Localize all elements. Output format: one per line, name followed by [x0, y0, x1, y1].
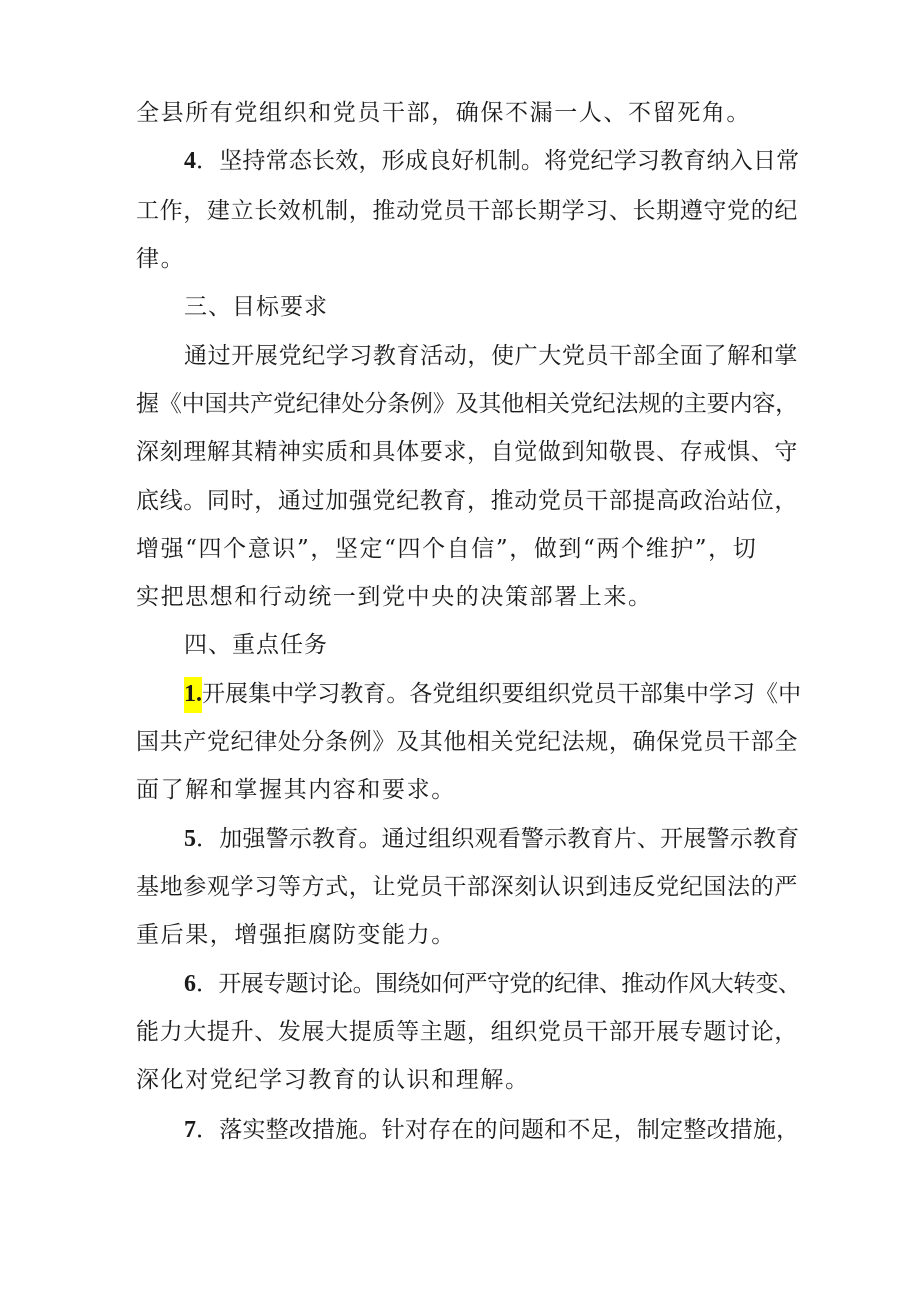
section-heading-4 [184, 630, 844, 660]
text-span: 基地参观学习等方式，让党员干部深刻认识到违反党纪国法的严 [136, 874, 798, 900]
item-number: 6 [184, 971, 196, 997]
text-span: 增强“四个意识”，坚定“四个自信”，做到“两个维护”，切 [136, 536, 758, 562]
item-4-first-line [184, 146, 844, 176]
heading-text: 三、目标要求 [184, 294, 328, 320]
text-line [136, 727, 796, 757]
text-line [136, 437, 796, 467]
text-line [136, 98, 796, 128]
text-line [136, 534, 796, 564]
item-5-first-line [184, 824, 844, 854]
text-line [136, 582, 796, 612]
text-span: 实把思想和行动统一到党中央的决策部署上来。 [136, 584, 653, 610]
highlighted-item-number: 1. [184, 677, 202, 713]
text-span: 能力大提升、发展大提质等主题，组织党员干部开展专题讨论， [136, 1019, 798, 1045]
text-span: 握《中国共产党纪律处分条例》及其他相关党纪法规的主要内容， [136, 391, 798, 417]
section-heading-3 [184, 292, 844, 322]
text-line [136, 486, 796, 516]
text-span: 开展集中学习教育。各党组织要组织党员干部集中学习《中 [202, 681, 802, 707]
text-span: ．落实整改措施。针对存在的问题和不足，制定整改措施， [196, 1117, 800, 1143]
text-span: 国共产党纪律处分条例》及其他相关党纪法规，确保党员干部全 [136, 729, 798, 755]
text-line [136, 775, 796, 805]
heading-text: 四、重点任务 [184, 632, 328, 658]
text-span: 工作，建立长效机制，推动党员干部长期学习、长期遵守党的纪 [136, 198, 798, 224]
text-line [184, 341, 844, 371]
text-line [136, 196, 796, 226]
text-span: 律。 [136, 246, 186, 272]
text-span: 深化对党纪学习教育的认识和理解。 [136, 1067, 530, 1093]
text-span: 面了解和掌握其内容和要求。 [136, 777, 456, 803]
text-span: 通过开展党纪学习教育活动，使广大党员干部全面了解和掌 [184, 343, 798, 369]
item-7-first-line [184, 1115, 844, 1145]
item-1-first-line [184, 679, 844, 709]
text-line [136, 872, 796, 902]
item-number: 4 [184, 148, 196, 174]
item-6-first-line [184, 969, 844, 999]
text-line [136, 389, 796, 419]
item-number: 5 [184, 826, 196, 852]
text-span: ．坚持常态长效，形成良好机制。将党纪学习教育纳入日常 [196, 148, 800, 174]
text-span: ．加强警示教育。通过组织观看警示教育片、开展警示教育 [196, 826, 800, 852]
text-line [136, 1017, 796, 1047]
text-line [136, 1065, 796, 1095]
text-span: ．开展专题讨论。围绕如何严守党的纪律、推动作风大转变、 [196, 971, 801, 997]
text-span: 重后果，增强拒腐防变能力。 [136, 922, 456, 948]
text-span: 全县所有党组织和党员干部，确保不漏一人、不留死角。 [136, 100, 751, 126]
text-line [136, 920, 796, 950]
text-line [136, 244, 796, 274]
text-span: 深刻理解其精神实质和具体要求，自觉做到知敬畏、存戒惧、守 [136, 439, 798, 465]
item-number: 7 [184, 1117, 196, 1143]
text-span: 底线。同时，通过加强党纪教育，推动党员干部提高政治站位， [136, 488, 798, 514]
